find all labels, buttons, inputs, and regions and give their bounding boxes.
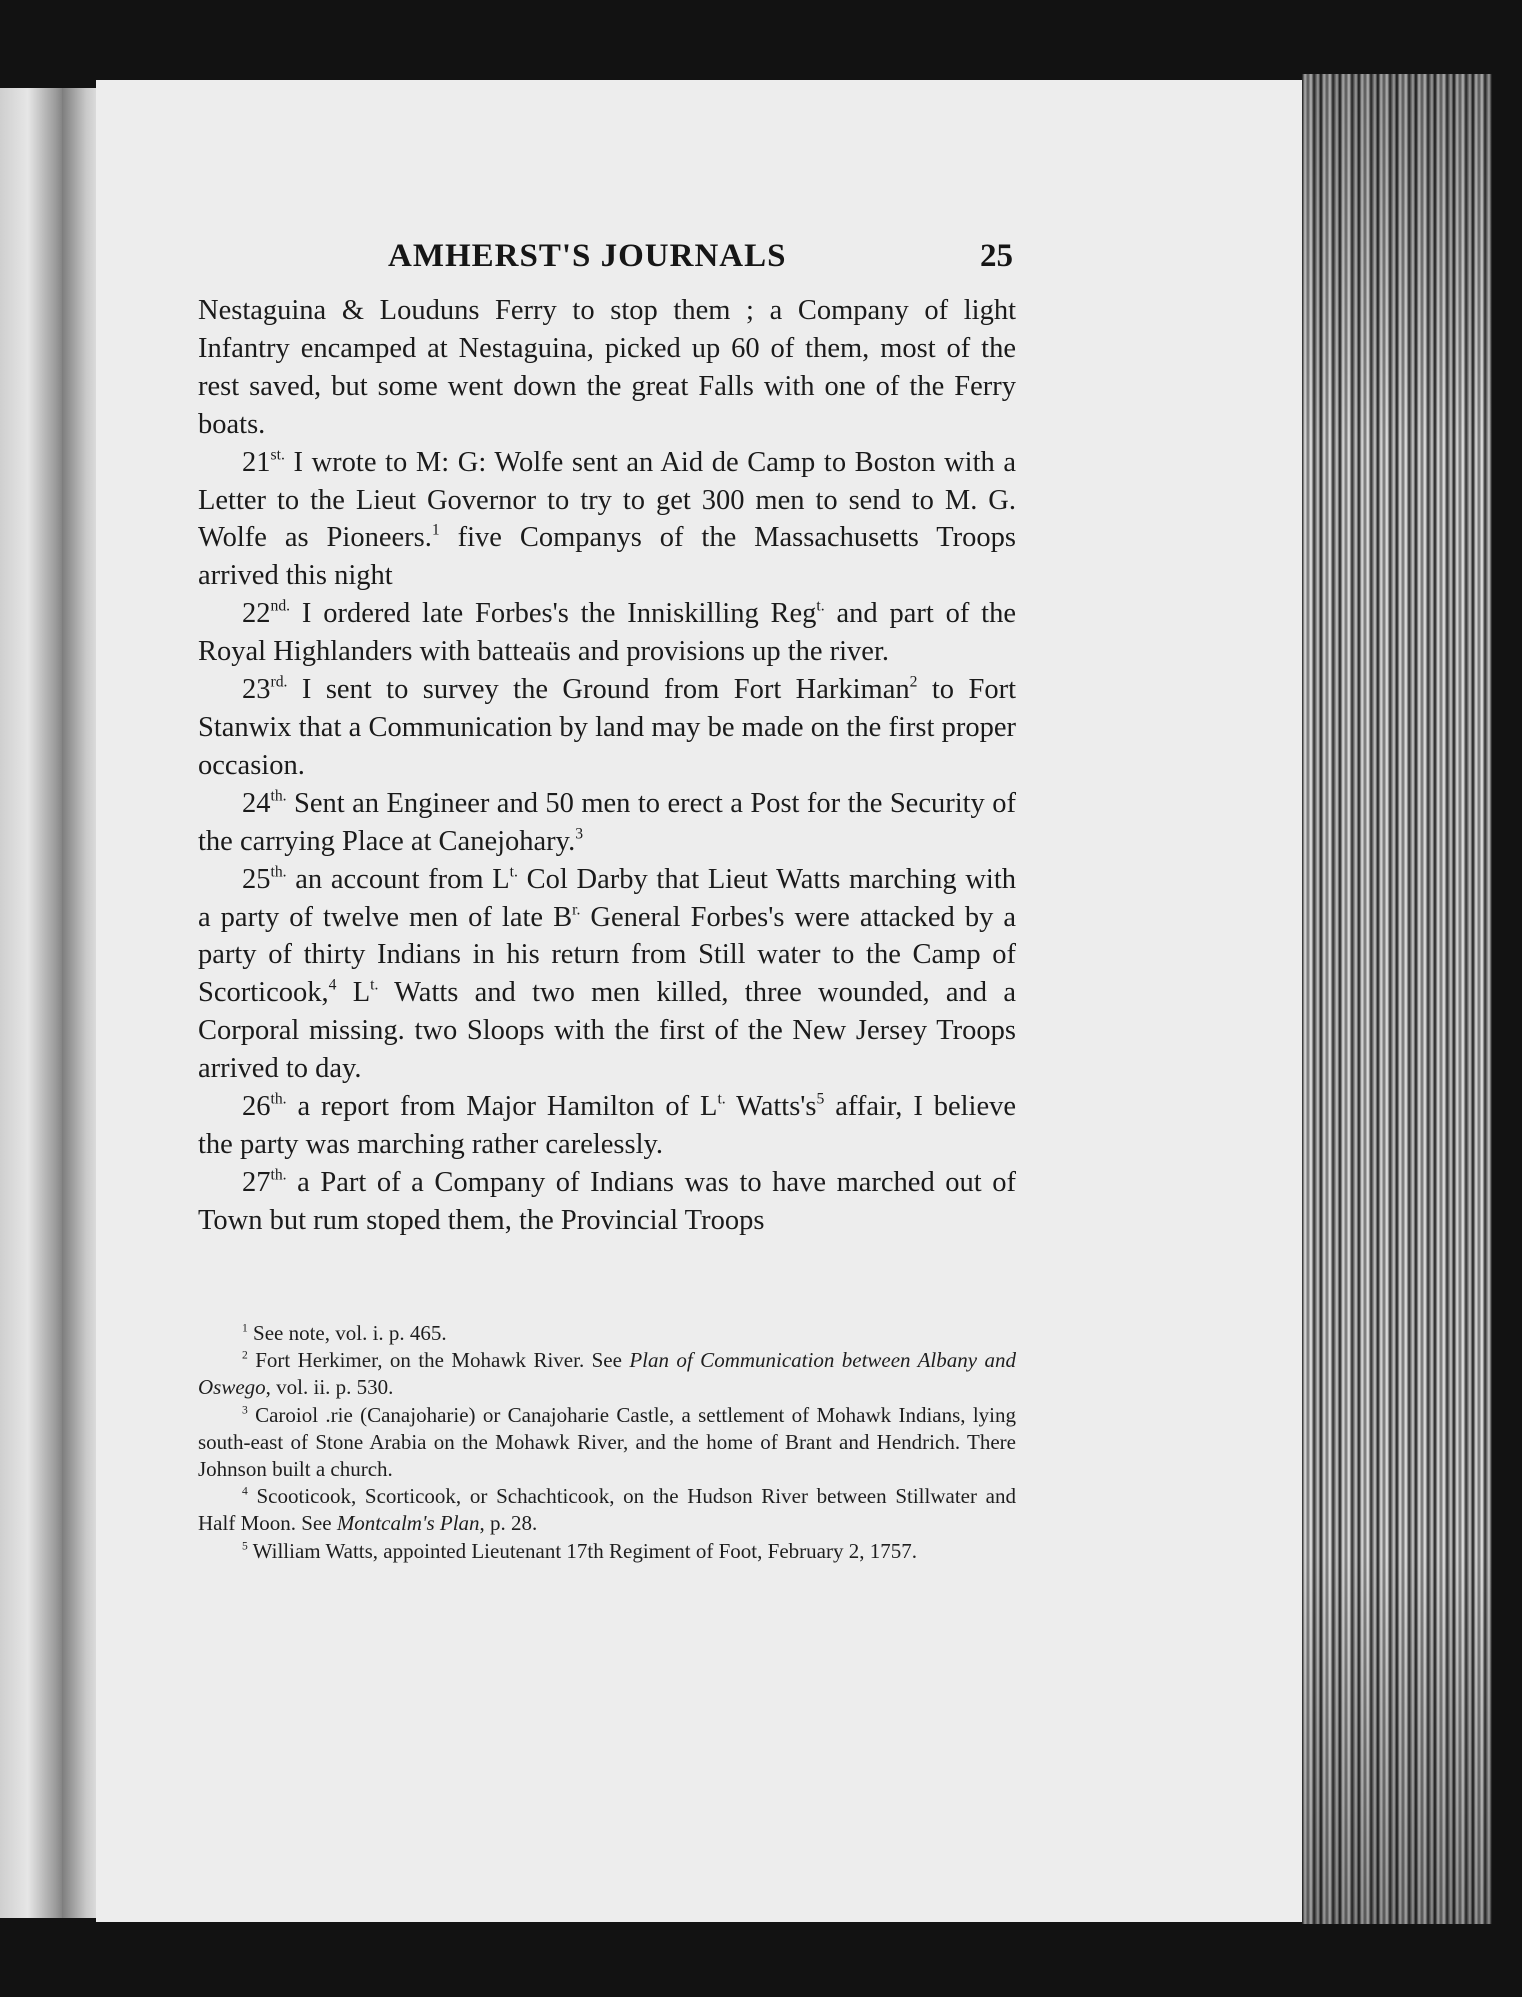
entry-text: a report from Major Hamilton of L (286, 1091, 718, 1123)
footnote-ref: 3 (575, 824, 584, 842)
entry-text: to Fort Stanwix that a Communication by land may be made on the first proper occasion. (198, 674, 1016, 781)
entry-text: a Part of a Company of Indians was to have marched out of Town but rum stoped them, the Provincial Troops (198, 1166, 1016, 1236)
footnote-text: Caroiol .rie (Canajoharie) or Canajoharie Castle, a settlement of Mohawk Indians, lying south-east of Stone Arabia on the Mohawk River, and the home of Brant and Hendrich. There Johnson built a church. (198, 1402, 1016, 1482)
page-edges (1302, 74, 1492, 1924)
journal-text (198, 292, 1016, 1240)
footnote-text: , p. 28. (479, 1511, 538, 1536)
footnote-text: See note, vol. i. p. 465. (247, 1321, 447, 1345)
left-page-edge (0, 88, 70, 1918)
footnote-mark: 4 (242, 1485, 248, 1498)
entry-text: I ordered late Forbes's the Inniskilling Reg (290, 598, 817, 630)
entry-text: I wrote to M: G: Wolfe sent an Aid de Camp to Boston with a Letter to the Lieut Governor to try to get 300 men to send to M. G. Wolfe as Pioneers. (198, 446, 1016, 554)
entry-day: 27 (242, 1166, 271, 1198)
entry-text: Watts's (725, 1091, 817, 1123)
footnote-ref: 2 (909, 673, 918, 691)
day-suffix: th. (270, 1166, 287, 1184)
footnote-ref: 4 (328, 976, 337, 994)
entry-text: Watts and two men killed, three wounded, and a Corporal missing. two Sloops with the first of the New Jersey Troops arrived to day. (198, 977, 1016, 1085)
journal-entry (198, 1088, 1016, 1164)
footnote-text: , vol. ii. p. 530. (265, 1375, 394, 1400)
day-suffix: th. (270, 787, 287, 805)
footnote (198, 1347, 1016, 1401)
entry-text: I sent to survey the Ground from Fort Harkiman (287, 674, 910, 706)
entry-text: Sent an Engineer and 50 men to erect a Post for the Security of the carrying Place at Canejohary. (198, 787, 1016, 857)
footnote-text: Fort Herkimer, on the Mohawk River. See (247, 1348, 630, 1373)
footnote-text: Scooticook, Scorticook, or Schachticook, on the Hudson River between Stillwater and Half Moon. See (198, 1484, 1016, 1536)
journal-entry (198, 671, 1016, 785)
footnote-italic: Montcalm's Plan (336, 1511, 480, 1536)
footnotes (198, 1320, 1016, 1565)
day-suffix: th. (270, 1090, 287, 1108)
entry-day: 22 (242, 598, 271, 630)
footnote (198, 1483, 1016, 1537)
abbrev-suffix: t. (370, 976, 379, 994)
entry-day: 25 (242, 863, 271, 895)
page-number: 25 (980, 238, 1013, 274)
day-suffix: th. (270, 862, 287, 880)
journal-entry (198, 785, 1016, 861)
journal-entry (198, 1164, 1016, 1240)
abbrev-suffix: t. (717, 1090, 726, 1108)
footnote-mark: 3 (242, 1403, 248, 1416)
entry-text: L (336, 977, 371, 1009)
footnote (198, 1538, 1016, 1565)
abbrev-suffix: t. (816, 597, 825, 615)
entry-day: 24 (242, 787, 271, 819)
footnote (198, 1320, 1016, 1347)
footnote-ref: 5 (816, 1090, 825, 1108)
paragraph (198, 292, 1016, 444)
footnote-mark: 2 (242, 1349, 248, 1362)
entry-text: five Companys of the Massachusetts Troops arrived this night (198, 522, 1016, 592)
journal-entry (198, 444, 1016, 596)
entry-text: an account from L (286, 863, 510, 895)
entry-text: affair, I believe the party was marching rather carelessly. (198, 1091, 1016, 1160)
entry-text: General Forbes's were attacked by a party of thirty Indians in his return from Still water to the Camp of Scorticook, (198, 901, 1016, 1009)
day-suffix: rd. (270, 673, 288, 691)
footnote (198, 1402, 1016, 1484)
footnote-mark: 1 (242, 1322, 248, 1335)
journal-entry (198, 861, 1016, 1088)
entry-day: 21 (242, 446, 271, 478)
abbrev-suffix: t. (509, 862, 518, 880)
journal-entry (198, 595, 1016, 671)
day-suffix: nd. (270, 597, 291, 615)
footnote-italic: Plan of Communication between Albany and Oswego (198, 1348, 1016, 1400)
abbrev-suffix: r. (572, 900, 581, 918)
running-head: AMHERST'S JOURNALS (388, 238, 787, 274)
entry-day: 23 (242, 674, 271, 706)
entry-text: Col Darby that Lieut Watts marching with a party of twelve men of late B (198, 863, 1016, 933)
footnote-text: William Watts, appointed Lieutenant 17th Regiment of Foot, February 2, 1757. (247, 1538, 917, 1563)
footnote-mark: 5 (242, 1539, 248, 1552)
footnote-ref: 1 (431, 521, 440, 539)
entry-day: 26 (242, 1091, 271, 1123)
page-header (388, 232, 1013, 282)
entry-text: and part of the Royal Highlanders with batteaüs and provisions up the river. (198, 598, 1016, 668)
day-suffix: st. (270, 445, 285, 463)
paragraph-text: Nestaguina & Louduns Ferry to stop them ; a Company of light Infantry encamped at Nestaguina, picked up 60 of them, most of the rest saved, but some went down the great Falls with one of the Ferry boats. (198, 295, 1016, 440)
